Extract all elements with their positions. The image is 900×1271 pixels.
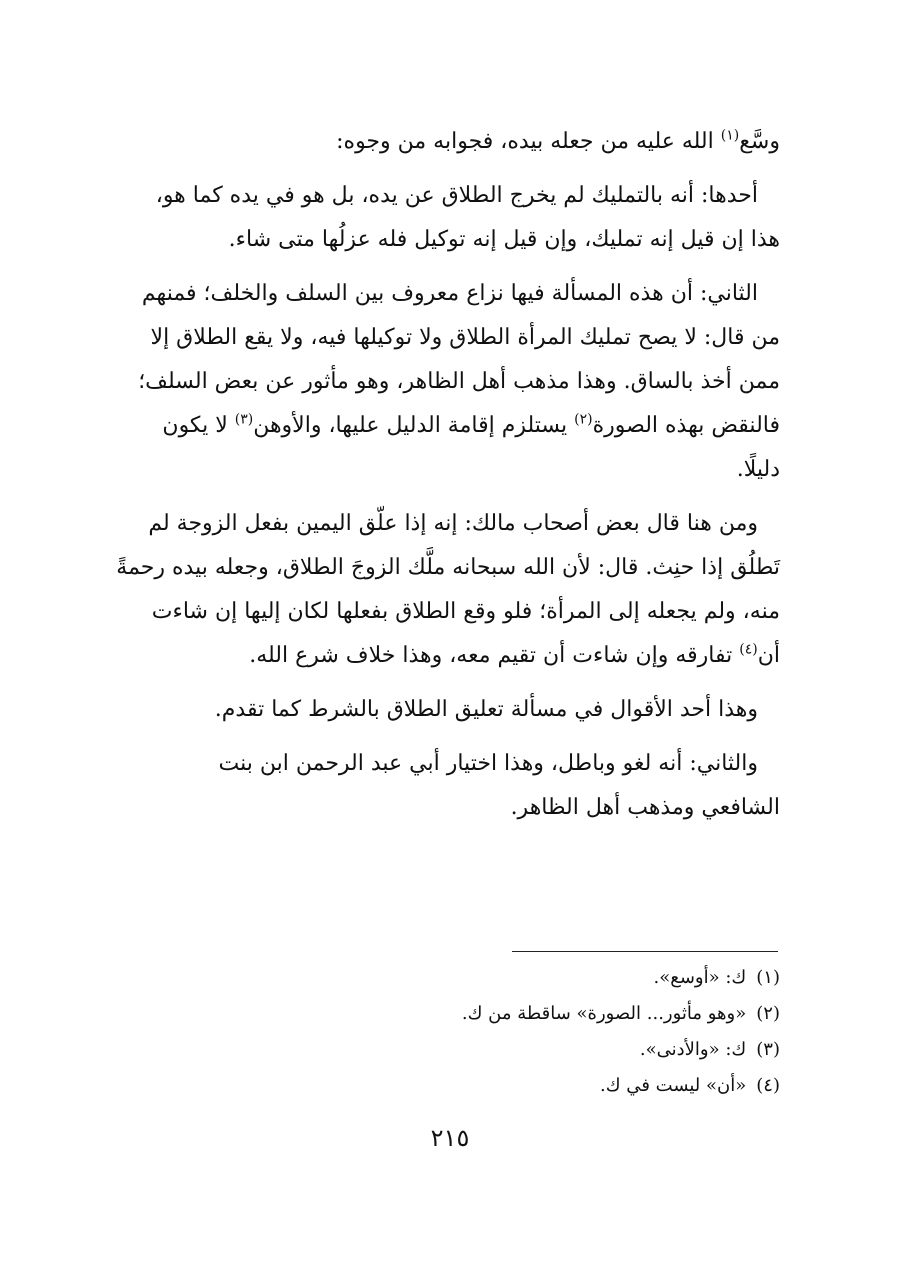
page-body	[118, 120, 780, 840]
text-run: تفارقه وإن شاءت أن تقيم معه، وهذا خلاف شرع الله.	[249, 643, 740, 668]
text-line: تَطلُق إذا حنِث. قال: لأن الله سبحانه ملَّك الزوجَ الطلاق، وجعله بيده رحمةً	[116, 555, 780, 580]
text-run: أن	[757, 643, 780, 668]
text-line: الشافعي ومذهب أهل الظاهر.	[510, 795, 780, 820]
paragraph	[118, 272, 780, 492]
paragraph	[118, 120, 780, 164]
text-run: الله عليه من جعله بيده، فجوابه من وجوه:	[336, 129, 721, 154]
footnote-text: «أن» ليست في ك.	[600, 1075, 747, 1096]
footnote-item	[220, 996, 780, 1032]
page-number: ٢١٥	[430, 1124, 470, 1152]
footnote-marker: (١)	[720, 127, 740, 144]
footnote-marker: (٢)	[574, 411, 593, 428]
text-line: والثاني: أنه لغو وباطل، وهذا اختيار أبي عبد الرحمن ابن بنت	[218, 751, 758, 776]
paragraph	[118, 688, 780, 732]
paragraph	[118, 502, 780, 678]
footnote-number: (٣)	[756, 1039, 780, 1060]
footnote-marker: (٤)	[739, 641, 758, 658]
text-run: وسَّع	[739, 129, 780, 154]
footnote-text: ك: «والأدنى».	[639, 1039, 747, 1060]
footnote-number: (٢)	[756, 1003, 780, 1024]
text-run: فالنقض بهذه الصورة	[592, 413, 780, 438]
text-line: ومن هنا قال بعض أصحاب مالك: إنه إذا علّق اليمين بفعل الزوجة لم	[148, 511, 758, 536]
footnote-item	[220, 960, 780, 996]
footnote-number: (١)	[756, 967, 780, 988]
text-line: منه، ولم يجعله إلى المرأة؛ فلو وقع الطلاق بفعلها لكان إليها إن شاءت	[151, 599, 780, 624]
text-line	[118, 404, 780, 448]
text-line: وهذا أحد الأقوال في مسألة تعليق الطلاق بالشرط كما تقدم.	[214, 697, 758, 722]
text-line: من قال: لا يصح تمليك المرأة الطلاق ولا توكيلها فيه، ولا يقع الطلاق إلا	[150, 325, 780, 350]
text-line: دليلًا.	[736, 457, 780, 482]
text-run: يستلزم إقامة الدليل عليها، والأوهن	[253, 413, 575, 438]
text-line: الثاني: أن هذه المسألة فيها نزاع معروف بين السلف والخلف؛ فمنهم	[141, 281, 758, 306]
paragraph	[118, 174, 780, 262]
footnotes	[220, 960, 780, 1104]
footnote-separator	[512, 951, 778, 952]
footnote-item	[220, 1032, 780, 1068]
text-line	[118, 120, 780, 164]
text-run: لا يكون	[162, 413, 235, 438]
text-line	[118, 634, 780, 678]
footnote-marker: (٣)	[234, 411, 254, 428]
text-line: هذا إن قيل إنه تمليك، وإن قيل إنه توكيل فله عزلُها متى شاء.	[228, 227, 780, 252]
text-line: ممن أخذ بالساق. وهذا مذهب أهل الظاهر، وهو مأثور عن بعض السلف؛	[138, 369, 780, 394]
paragraph	[118, 742, 780, 830]
footnote-item	[220, 1068, 780, 1104]
footnote-text: «وهو مأثور... الصورة» ساقطة من ك.	[461, 1003, 747, 1024]
footnote-number: (٤)	[756, 1075, 780, 1096]
footnote-text: ك: «أوسع».	[653, 967, 747, 988]
text-line: أحدها: أنه بالتمليك لم يخرج الطلاق عن يده، بل هو في يده كما هو،	[155, 183, 758, 208]
